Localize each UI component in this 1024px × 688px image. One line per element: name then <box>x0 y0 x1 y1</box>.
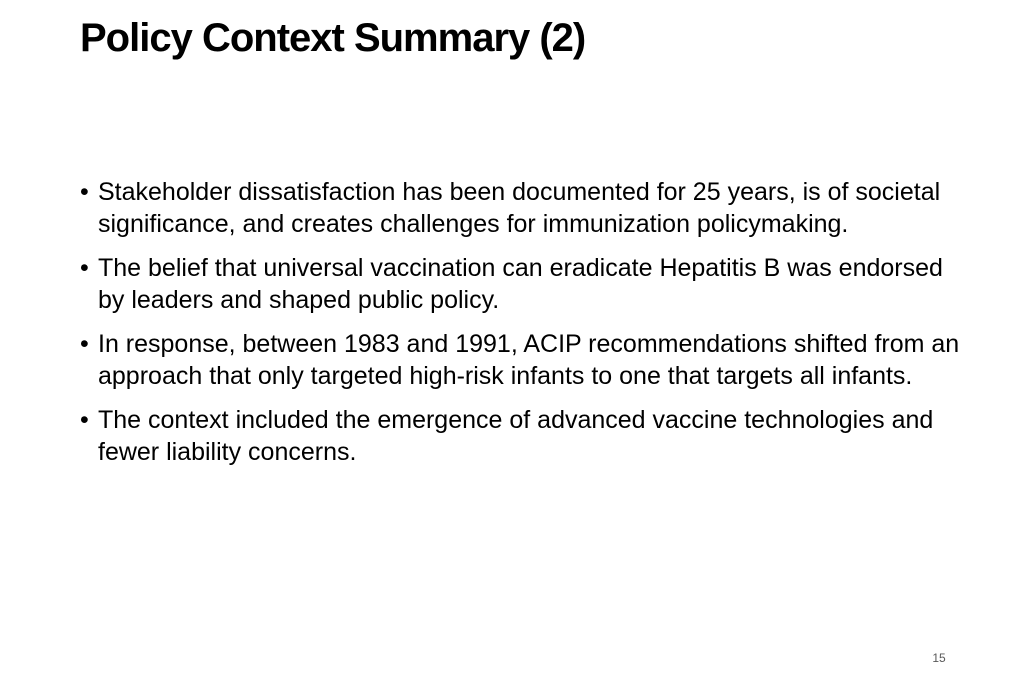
bullet-text: The belief that universal vaccination can eradicate Hepatitis B was endorsed by leaders and shaped public policy. <box>98 254 943 314</box>
bullet-list <box>80 176 960 480</box>
slide-title: Policy Context Summary (2) <box>80 16 586 60</box>
bullet-icon: • <box>80 178 89 206</box>
bullet-item <box>80 404 960 468</box>
bullet-text: Stakeholder dissatisfaction has been documented for 25 years, is of societal significance, and creates challenges for immunization policymaking. <box>98 178 941 238</box>
page-number: 15 <box>932 651 946 665</box>
bullet-icon: • <box>80 406 89 434</box>
bullet-item <box>80 328 960 392</box>
bullet-icon: • <box>80 254 89 282</box>
bullet-item <box>80 252 960 316</box>
bullet-text: The context included the emergence of advanced vaccine technologies and fewer liability concerns. <box>98 406 934 466</box>
bullet-text: In response, between 1983 and 1991, ACIP recommendations shifted from an approach that only targeted high-risk infants to one that targets all infants. <box>98 330 960 390</box>
bullet-item <box>80 176 960 240</box>
bullet-icon: • <box>80 330 89 358</box>
